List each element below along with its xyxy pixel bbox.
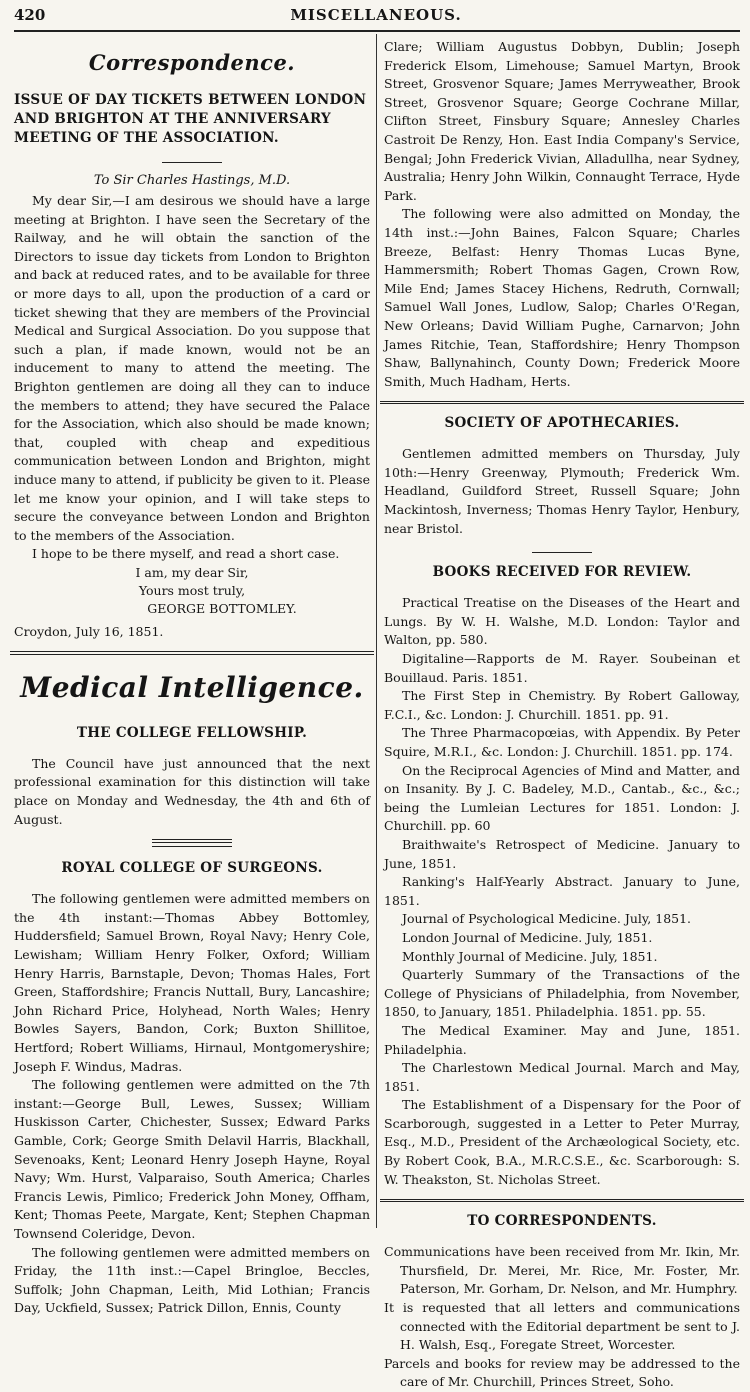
letter-signature: GEORGE BOTTOMLEY. xyxy=(147,600,297,616)
section-ornament-rule xyxy=(152,839,232,847)
books-heading: BOOKS RECEIVED FOR REVIEW. xyxy=(432,564,692,581)
closing-line-1: I am, my dear Sir, xyxy=(135,564,249,580)
book-entry: Digitaline—Rapports de M. Rayer. Soubeinan et Bouillaud. Paris. 1851. xyxy=(384,651,740,685)
correspondents-heading: TO CORRESPONDENTS. xyxy=(467,1213,657,1230)
rcs-paragraph: The following gentlemen were admitted members on Friday, the 11th inst.:—Capel Bringloe, Beccles, Suffolk; John Chapman, Leith, Mid Lothian; Francis Day, Uckfield, Sussex; Patrick Dillon, Ennis, County xyxy=(14,1244,370,1316)
book-entry: Braithwaite's Retrospect of Medicine. January to June, 1851. xyxy=(384,836,740,871)
book-entry: On the Reciprocal Agencies of Mind and Matter, and on Insanity. By J. C. Badeley, M.D., Cantab., &c., &c.; being the Lumleian Lectures for 1851. London: J. Churchill. pp. 60 xyxy=(384,762,740,834)
right-column xyxy=(384,38,740,1390)
closing-line-2: Yours most truly, xyxy=(138,582,246,598)
book-entry: Journal of Psychological Medicine. July, 1851. xyxy=(402,911,692,927)
book-entry: London Journal of Medicine. July, 1851. xyxy=(402,929,653,945)
book-entry: The Medical Examiner. May and June, 1851. Philadelphia. xyxy=(384,1022,740,1057)
book-entry: The First Step in Chemistry. By Robert Galloway, F.C.I., &c. London: J. Churchill. 1851. pp. 91. xyxy=(384,688,740,722)
book-entry: Monthly Journal of Medicine. July, 1851. xyxy=(402,948,658,964)
book-entry: The Three Pharmacopœias, with Appendix. By Peter Squire, M.R.I., &c. London: J. Churchill. 1851. pp. 174. xyxy=(384,725,740,759)
running-header xyxy=(14,6,738,26)
book-entry: The Establishment of a Dispensary for the Poor of Scarborough, suggested in a Letter to Peter Murray, Esq., M.D., President of the Archæological Society, etc. By Robert Cook, B.A., M.R.C.S.E., &c. Scarborough: S. W. Theakston, St. Nicholas Street. xyxy=(384,1097,740,1187)
fellowship-heading: THE COLLEGE FELLOWSHIP. xyxy=(76,724,308,741)
rcs-heading: ROYAL COLLEGE OF SURGEONS. xyxy=(61,860,323,877)
correspondents-paragraph: Parcels and books for review may be addressed to the care of Mr. Churchill, Princes Street, Soho. xyxy=(384,1355,740,1390)
rcs-paragraph-continued: Clare; William Augustus Dobbyn, Dublin; Joseph Frederick Elsom, Limehouse; Samuel Martyn, Brook Street, Grosvenor Square; James Merryweather, Brook Street, Grosvenor Square; George Cochrane Millar, Clifton Street, Finsbury Square; Annesley Charles Castroit De Renzy, Hon. East India Company's Service, Bengal; John Frederick Vivian, Alladullha, near Sydney, Australia; Henry John Wilkin, Connaught Terrace, Hyde Park. xyxy=(384,39,740,203)
book-entry: Ranking's Half-Yearly Abstract. January to June, 1851. xyxy=(384,874,740,908)
rcs-paragraph: The following gentlemen were admitted on the 7th instant:—George Bull, Lewes, Sussex; William Huskisson Carter, Chichester, Sussex; Edward Parks Gamble, Cork; George Smith Delavil Harris, Blackhall, Sevenoaks, Kent; Leonard Henry Joseph Hayne, Royal Navy; Wm. Hurst, Valparaiso, South America; Charles Francis Lewis, Pimlico; Frederick John Money, Offham, Kent; Thomas Peete, Margate, Kent; Stephen Chapman Townsend Coleridge, Devon. xyxy=(14,1077,370,1241)
letter-heading: ISSUE OF DAY TICKETS BETWEEN LONDON AND BRIGHTON AT THE ANNIVERSARY MEETING OF THE ASSOCIATION. xyxy=(14,92,367,146)
correspondence-title: Correspondence. xyxy=(88,50,296,75)
section-rule xyxy=(162,162,222,163)
running-title: MISCELLANEOUS. xyxy=(290,6,462,24)
column-divider xyxy=(376,34,377,1228)
letter-body-closing: I hope to be there myself, and read a short case. xyxy=(32,546,340,562)
medical-intelligence-title: Medical Intelligence. xyxy=(20,670,364,704)
section-double-rule xyxy=(380,401,744,404)
section-rule xyxy=(532,552,592,553)
section-double-rule xyxy=(10,651,374,655)
letter-body: My dear Sir,—I am desirous we should have a large meeting at Brighton. I have seen the Secretary of the Railway, and he will obtain the sanction of the Directors to issue day tickets from London to Brighton and back at reduced rates, and to be available for three or more days to all, upon the production of a card or ticket shewing that they are members of the Provincial Medical and Surgical Association. Do you suppose that such a plan, if made known, would not be an inducement to many to attend the meeting. The Brighton gentlemen are doing all they can to induce the members to attend; they have secured the Palace for the Association, which also should be made known; that, coupled with cheap and expeditious communication between London and Brighton, might induce many to attend, if publicity be given to it. Please let me know your opinion, and I will take steps to secure the conveyance between London and Brighton to the members of the Association. xyxy=(14,193,370,543)
book-entry: The Charlestown Medical Journal. March and May, 1851. xyxy=(384,1060,740,1094)
correspondents-paragraph: Communications have been received from Mr. Ikin, Mr. Thursfield, Dr. Merei, Mr. Rice, Mr. Foster, Mr. Paterson, Mr. Gorham, Dr. Nelson, and Mr. Humphry. xyxy=(384,1244,740,1297)
rcs-paragraph: The following were also admitted on Monday, the 14th inst.:—John Baines, Falcon Square; Charles Breeze, Belfast: Henry Thomas Lucas Byne, Hammersmith; Robert Thomas Gagen, Crown Row, Mile End; James Stacey Hichens, Redruth, Cornwall; Samuel Wall Jones, Ludlow, Salop; Charles O'Regan, New Orleans; David William Pughe, Carnarvon; John James Ritchie, Tean, Staffordshire; Henry Thompson Shaw, Ballynahinch, County Down; Frederick Moore Smith, Much Hadham, Herts. xyxy=(384,206,740,389)
letter-addressee: To Sir Charles Hastings, M.D. xyxy=(93,173,291,188)
correspondents-paragraph: It is requested that all letters and communications connected with the Editorial department be sent to J. H. Walsh, Esq., Foregate Street, Worcester. xyxy=(384,1300,740,1353)
book-entry: Quarterly Summary of the Transactions of the College of Physicians of Philadelphia, from November, 1850, to January, 1851. Philadelphia. 1851. pp. 55. xyxy=(384,967,740,1020)
rcs-paragraph: The following gentlemen were admitted members on the 4th instant:—Thomas Abbey Bottomley, Huddersfield; Samuel Brown, Royal Navy; Henry Cole, Lewisham; William Henry Folker, Oxford; William Henry Harris, Barnstaple, Devon; Thomas Hales, Fort Green, Staffordshire; Francis Nuttall, Bury, Lancashire; John Richard Price, Holyhead, North Wales; Henry Bowles Sayers, Bandon, Cork; Buxton Shillitoe, Hertford; Robert Williams, Hirnaul, Montgomeryshire; Joseph F. Windus, Madras. xyxy=(14,891,370,1074)
apothecaries-text: Gentlemen admitted members on Thursday, July 10th:—Henry Greenway, Plymouth; Frederick Wm. Headland, Guildford Street, Russell Square; John Mackintosh, Inverness; Thomas Henry Taylor, Henbury, near Bristol. xyxy=(384,446,740,536)
page-number: 420 xyxy=(14,6,46,24)
section-double-rule xyxy=(380,1199,744,1202)
fellowship-text: The Council have just announced that the next professional examination for this distinction will take place on Monday and Wednesday, the 4th and 6th of August. xyxy=(14,755,370,827)
book-entry: Practical Treatise on the Diseases of the Heart and Lungs. By W. H. Walshe, M.D. London: Taylor and Walton, pp. 580. xyxy=(384,595,740,648)
left-column xyxy=(14,38,370,1316)
books-list xyxy=(384,594,740,1189)
letter-place-date: Croydon, July 16, 1851. xyxy=(14,623,164,639)
apothecaries-heading: SOCIETY OF APOTHECARIES. xyxy=(444,415,680,432)
header-rule xyxy=(14,30,740,32)
